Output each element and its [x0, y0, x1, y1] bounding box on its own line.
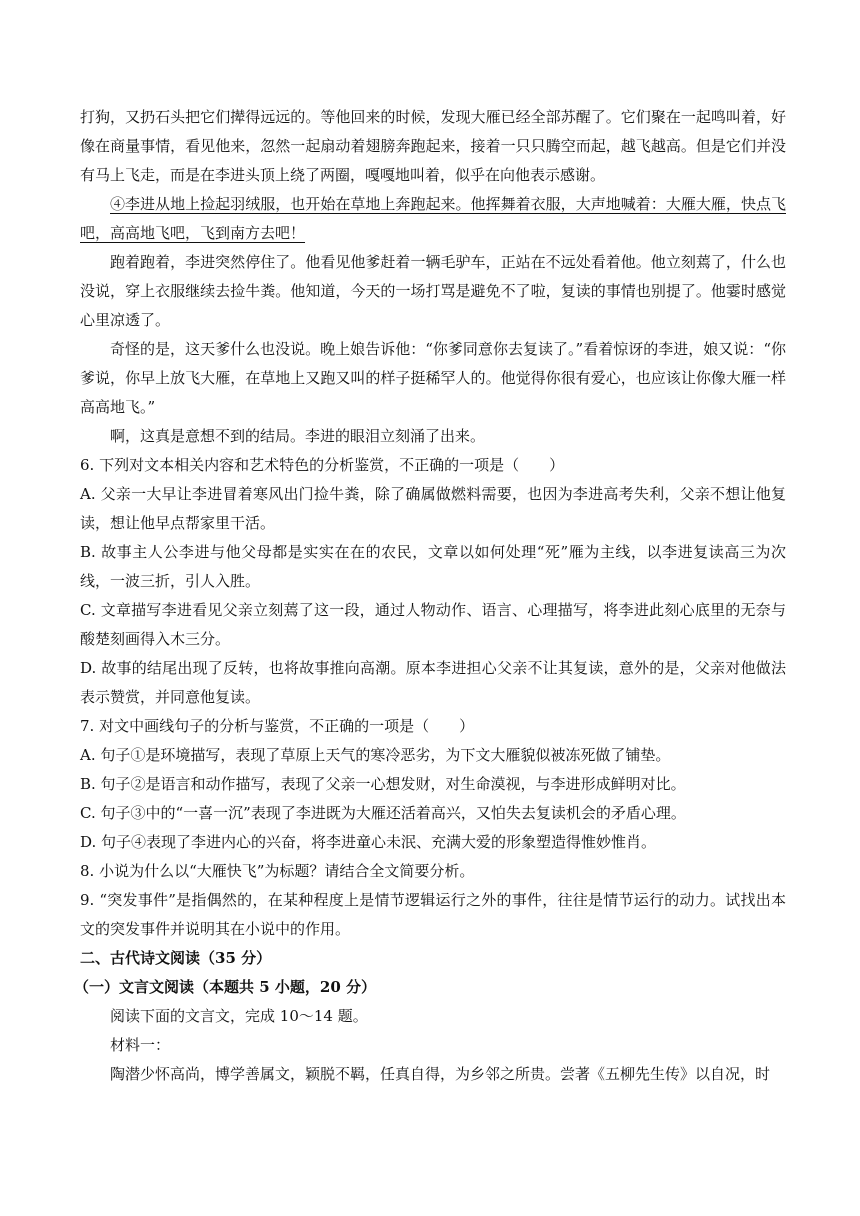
passage-paragraph-3: 跑着跑着，李进突然停住了。他看见他爹赶着一辆毛驴车，正站在不远处看着他。他立刻蔫了，什么也没说，穿上衣服继续去捡牛粪。他知道，今天的一场打骂是避免不了啦，复读的事情也别提了。他霎时感觉心里凉透了。	[80, 253, 786, 329]
question-7-option-a: A. 句子①是环境描写，表现了草原上天气的寒冷恶劣，为下文大雁貌似被冻死做了铺垫。	[80, 746, 671, 764]
section-2-title: 二、古代诗文阅读（35 分）	[80, 949, 272, 967]
question-6-stem: 6. 下列对文本相关内容和艺术特色的分析鉴赏，不正确的一项是（ ）	[80, 456, 565, 474]
passage-paragraph-underlined-sentence-4: ④李进从地上捡起羽绒服，也开始在草地上奔跑起来。他挥舞着衣服，大声地喊着：大雁大雁，快点飞吧，高高地飞吧，飞到南方去吧！	[80, 195, 786, 242]
passage-paragraph-1: 打狗，又扔石头把它们撵得远远的。等他回来的时候，发现大雁已经全部苏醒了。它们聚在一起鸣叫着，好像在商量事情，看见他来，忽然一起扇动着翅膀奔跑起来，接着一只只腾空而起，越飞越高。但是它们并没有马上飞走，而是在李进头顶上绕了两圈，嘎嘎地叫着，似乎在向他表示感谢。	[80, 108, 786, 184]
passage-paragraph-5: 啊，这真是意想不到的结局。李进的眼泪立刻涌了出来。	[110, 427, 486, 445]
question-6-option-a: A. 父亲一大早让李进冒着寒风出门捡牛粪，除了确属做燃料需要，也因为李进高考失利，父亲不想让他复读，想让他早点帮家里干活。	[80, 485, 786, 532]
question-9: 9. “突发事件”是指偶然的，在某种程度上是情节逻辑运行之外的事件，往往是情节运行的动力。试找出本文的突发事件并说明其在小说中的作用。	[80, 891, 786, 938]
question-8: 8. 小说为什么以“大雁快飞”为标题？请结合全文简要分析。	[80, 862, 475, 880]
question-6-option-d: D. 故事的结尾出现了反转，也将故事推向高潮。原本李进担心父亲不让其复读，意外的是，父亲对他做法表示赞赏，并同意他复读。	[80, 659, 786, 706]
material-1-label: 材料一：	[110, 1036, 171, 1054]
section-2-instruction: 阅读下面的文言文，完成 10～14 题。	[110, 1007, 368, 1025]
question-6-option-b: B. 故事主人公李进与他父母都是实实在在的农民，文章以如何处理“死”雁为主线，以李进复读高三为次线，一波三折，引人入胜。	[80, 543, 786, 590]
passage-paragraph-4: 奇怪的是，这天爹什么也没说。晚上娘告诉他：“你爹同意你去复读了。”看着惊讶的李进，娘又说：“你爹说，你早上放飞大雁，在草地上又跑又叫的样子挺稀罕人的。他觉得你很有爱心，也应该让你像大雁一样高高地飞。”	[80, 340, 786, 416]
question-6-option-c: C. 文章描写李进看见父亲立刻蔫了这一段，通过人物动作、语言、心理描写，将李进此刻心底里的无奈与酸楚刻画得入木三分。	[80, 601, 786, 648]
question-7-option-b: B. 句子②是语言和动作描写，表现了父亲一心想发财，对生命漠视，与李进形成鲜明对比。	[80, 775, 686, 793]
question-7-stem: 7. 对文中画线句子的分析与鉴赏，不正确的一项是（ ）	[80, 717, 475, 735]
material-1-text: 陶潜少怀高尚，博学善属文，颖脱不羁，任真自得，为乡邻之所贵。尝著《五柳先生传》以自况，时	[110, 1065, 771, 1083]
question-7-option-c: C. 句子③中的“一喜一沉”表现了李进既为大雁还活着高兴，又怕失去复读机会的矛盾心理。	[80, 804, 686, 822]
section-2-subtitle: （一）文言文阅读（本题共 5 小题，20 分）	[74, 978, 376, 996]
question-7-option-d: D. 句子④表现了李进内心的兴奋，将李进童心未泯、充满大爱的形象塑造得惟妙惟肖。	[80, 833, 657, 851]
